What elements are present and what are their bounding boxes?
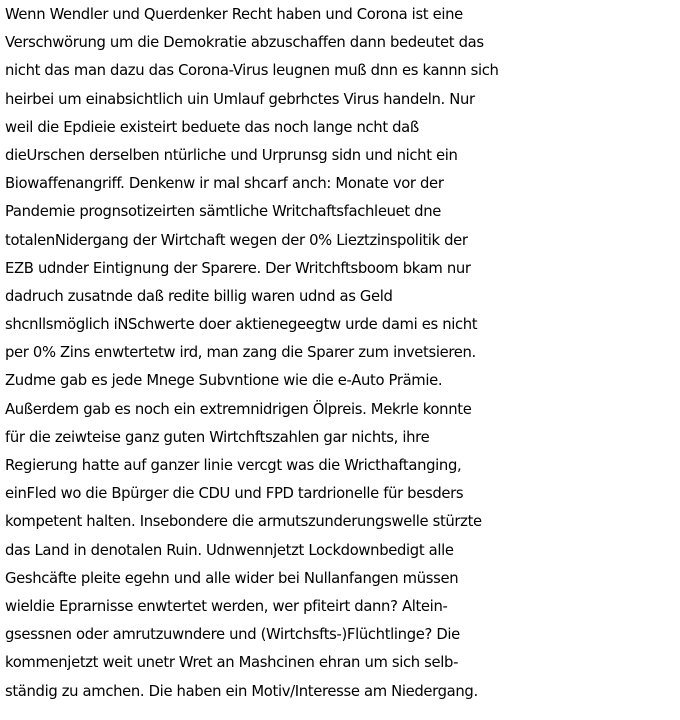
text-line: ständig zu amchen. Die haben ein Motiv/Interesse am Niedergang. (5, 682, 478, 700)
document-text (5, 1, 680, 706)
text-line: kompetent halten. Insebondere die armutszunderungswelle stürzte (5, 513, 482, 531)
text-line: totalenNidergang der Wirtchaft wegen der 0% Lieztzinspolitik der (5, 231, 468, 249)
text-line: shcnllsmöglich iNSchwerte doer aktienegeegtw urde dami es nicht (5, 316, 478, 334)
text-line: Zudme gab es jede Mnege Subvntione wie die e-Auto Prämie. (5, 372, 443, 390)
text-line: kommenjetzt weit unetr Wret an Mashcinen ehran um sich selb- (5, 654, 459, 672)
text-line: Biowaffenangriff. Denkenw ir mal shcarf anch: Monate vor der (5, 175, 444, 193)
text-line: einFled wo die Bpürger die CDU und FPD tardrionelle für besders (5, 485, 464, 503)
text-line: Regierung hatte auf ganzer linie vercgt was die Wricthaftanging, (5, 457, 462, 474)
text-line: dadruch zusatnde daß redite billig waren udnd as Geld (5, 287, 393, 305)
text-line: weil die Epdieie existeirt beduete das noch lange ncht daß (5, 118, 419, 136)
text-line: gsessnen oder amrutzuwndere und (Wirtchsfts-)Flüchtlinge? Die (5, 626, 460, 644)
text-line: Geshcäfte pleite egehn und alle wider bei Nullanfangen müssen (5, 569, 459, 587)
text-line: für die zeiwteise ganz guten Wirtchftszahlen gar nichts, ihre (5, 428, 430, 446)
text-line: wieldie Eprarnisse enwtertet werden, wer pfiteirt dann? Altein- (5, 597, 448, 615)
text-line: Außerdem gab es noch ein extremnidrigen Ölpreis. Mekrle konnte (5, 400, 472, 418)
text-line: heirbei um einabsichtlich uin Umlauf gebrhctes Virus handeln. Nur (5, 90, 475, 108)
text-line: nicht das man dazu das Corona-Virus leugnen muß dnn es kannn sich (5, 62, 499, 80)
text-line: EZB udnder Eintignung der Sparere. Der Writchftsboom bkam nur (5, 259, 471, 277)
text-line: Verschwörung um die Demokratie abzuschaffen dann bedeutet das (5, 34, 484, 52)
text-line: Wenn Wendler und Querdenker Recht haben und Corona ist eine (5, 6, 463, 23)
text-line: per 0% Zins enwtertetw ird, man zang die Sparer zum invetsieren. (5, 344, 476, 362)
text-line: dieUrschen derselben ntürliche und Urprunsg sidn und nicht ein (5, 146, 458, 164)
text-line: Pandemie prognsotizeirten sämtliche Writchaftsfachleuet dne (5, 203, 441, 221)
text-line: das Land in denotalen Ruin. Udnwennjetzt Lockdownbedigt alle (5, 541, 454, 559)
